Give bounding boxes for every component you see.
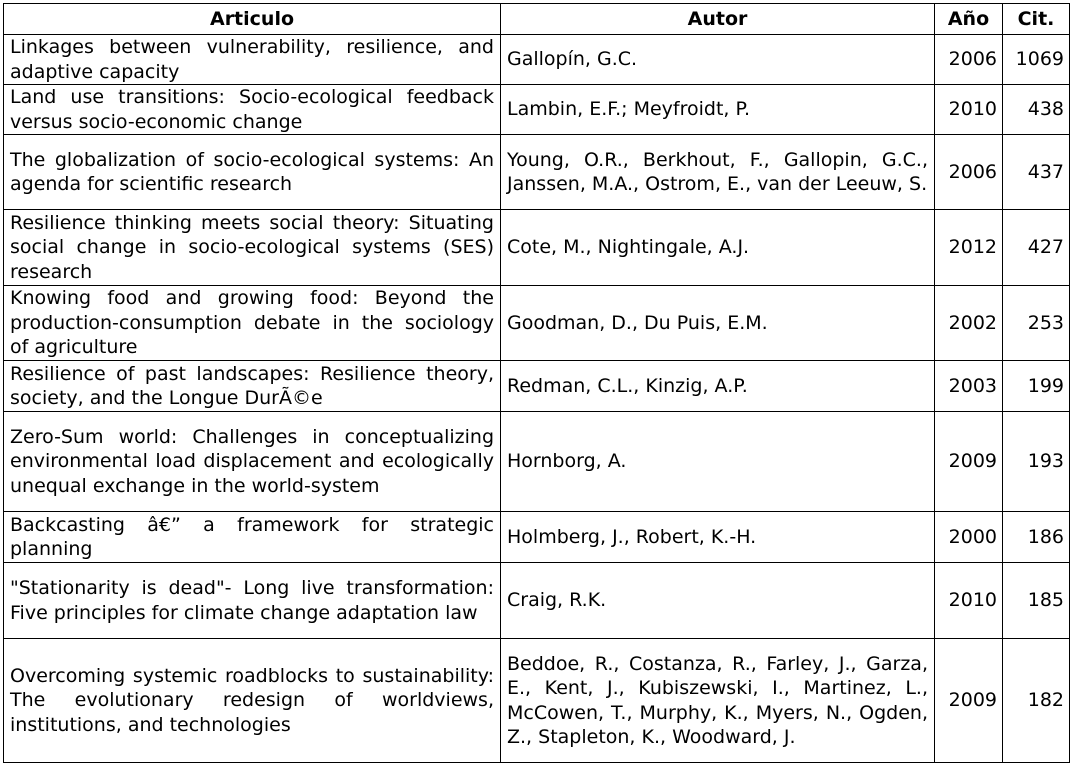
table-row xyxy=(4,412,1070,512)
article-title: Resilience thinking meets social theory: Situating social change in socio-ecological systems (SES) research xyxy=(4,210,501,286)
year: 2006 xyxy=(935,135,1003,210)
year: 2003 xyxy=(935,361,1003,412)
year: 2002 xyxy=(935,286,1003,361)
article-title: Land use transitions: Socio-ecological feedback versus socio-economic change xyxy=(4,85,501,135)
article-title: Zero-Sum world: Challenges in conceptualizing environmental load displacement and ecologically unequal exchange in the world-system xyxy=(4,412,501,512)
author-list: Cote, M., Nightingale, A.J. xyxy=(501,210,935,286)
table-row xyxy=(4,210,1070,286)
author-list: Hornborg, A. xyxy=(501,412,935,512)
article-title: "Stationarity is dead"- Long live transformation: Five principles for climate change adaptation law xyxy=(4,563,501,639)
citations: 193 xyxy=(1003,412,1070,512)
header-row xyxy=(4,4,1070,35)
citations: 186 xyxy=(1003,512,1070,563)
citations: 253 xyxy=(1003,286,1070,361)
article-title: Resilience of past landscapes: Resilience theory, society, and the Longue DurÃ©e xyxy=(4,361,501,412)
year: 2010 xyxy=(935,563,1003,639)
table-row xyxy=(4,286,1070,361)
year: 2000 xyxy=(935,512,1003,563)
year: 2009 xyxy=(935,639,1003,763)
author-list: Lambin, E.F.; Meyfroidt, P. xyxy=(501,85,935,135)
year: 2010 xyxy=(935,85,1003,135)
header-articulo: Articulo xyxy=(4,4,501,35)
year: 2012 xyxy=(935,210,1003,286)
citations: 437 xyxy=(1003,135,1070,210)
table-row xyxy=(4,512,1070,563)
author-list: Young, O.R., Berkhout, F., Gallopin, G.C., Janssen, M.A., Ostrom, E., van der Leeuw, S. xyxy=(501,135,935,210)
article-title: Linkages between vulnerability, resilience, and adaptive capacity xyxy=(4,35,501,85)
author-list: Gallopín, G.C. xyxy=(501,35,935,85)
author-list: Holmberg, J., Robert, K.-H. xyxy=(501,512,935,563)
article-title: Overcoming systemic roadblocks to sustainability: The evolutionary redesign of worldviews, institutions, and technologies xyxy=(4,639,501,763)
citations: 427 xyxy=(1003,210,1070,286)
citations: 199 xyxy=(1003,361,1070,412)
article-title: Backcasting â€” a framework for strategic planning xyxy=(4,512,501,563)
author-list: Goodman, D., Du Puis, E.M. xyxy=(501,286,935,361)
table-row xyxy=(4,85,1070,135)
citations: 182 xyxy=(1003,639,1070,763)
table-row xyxy=(4,135,1070,210)
citations: 1069 xyxy=(1003,35,1070,85)
table-row xyxy=(4,639,1070,763)
table-row xyxy=(4,35,1070,85)
author-list: Beddoe, R., Costanza, R., Farley, J., Garza, E., Kent, J., Kubiszewski, I., Martinez, L., McCowen, T., Murphy, K., Myers, N., Ogden, Z., Stapleton, K., Woodward, J. xyxy=(501,639,935,763)
header-cit: Cit. xyxy=(1003,4,1070,35)
year: 2006 xyxy=(935,35,1003,85)
citations: 438 xyxy=(1003,85,1070,135)
citations: 185 xyxy=(1003,563,1070,639)
article-title: Knowing food and growing food: Beyond the production-consumption debate in the sociology of agriculture xyxy=(4,286,501,361)
table-row xyxy=(4,563,1070,639)
citations-table xyxy=(3,3,1070,763)
header-anio: Año xyxy=(935,4,1003,35)
author-list: Craig, R.K. xyxy=(501,563,935,639)
table-row xyxy=(4,361,1070,412)
year: 2009 xyxy=(935,412,1003,512)
author-list: Redman, C.L., Kinzig, A.P. xyxy=(501,361,935,412)
article-title: The globalization of socio-ecological systems: An agenda for scientific research xyxy=(4,135,501,210)
header-autor: Autor xyxy=(501,4,935,35)
